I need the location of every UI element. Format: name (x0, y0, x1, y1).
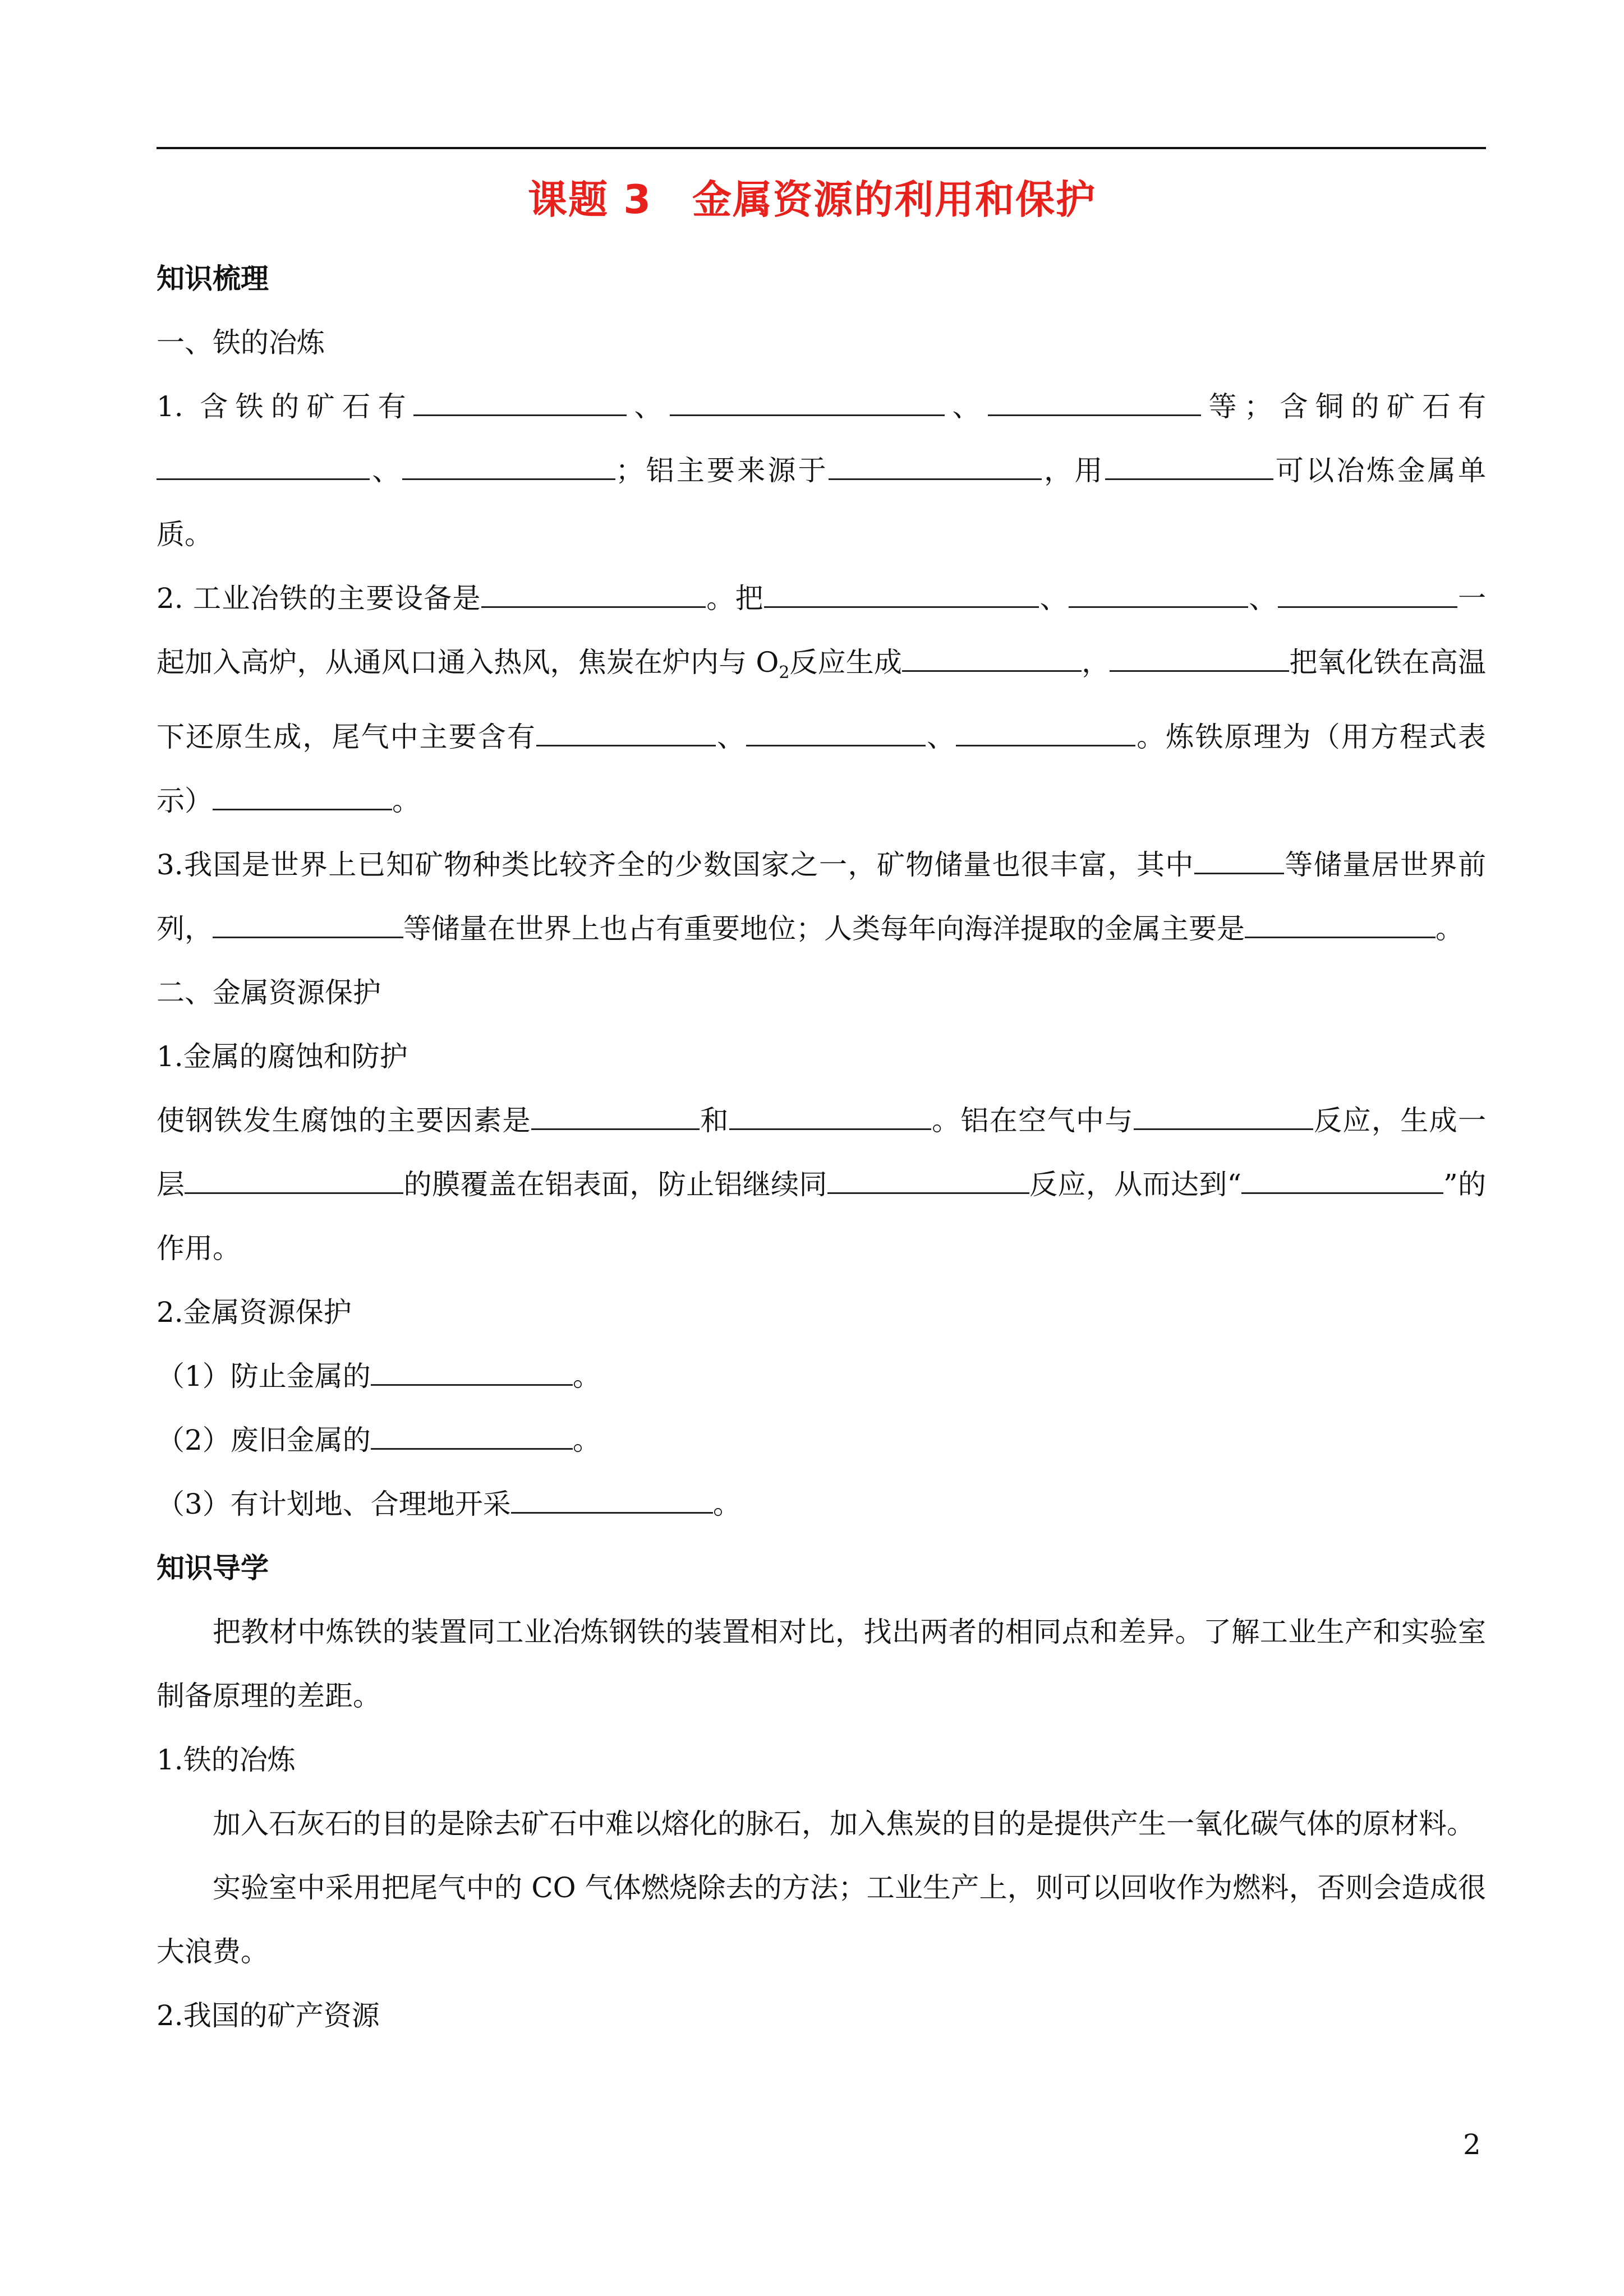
list-item: （3）有计划地、合理地开采 。 (157, 1488, 741, 1520)
answer-blank[interactable] (746, 722, 926, 746)
subsection-mineral-resources-title: 2.我国的矿产资源 (157, 1999, 380, 2032)
list-item: （2）废旧金属的 。 (157, 1424, 601, 1456)
answer-blank[interactable] (413, 392, 627, 416)
page-content (157, 247, 1486, 2048)
answer-blank[interactable] (371, 1426, 573, 1450)
iron-smelting-paragraph-1: 加入石灰石的目的是除去矿石中难以熔化的脉石，加入焦炭的目的是提供产生一氧化碳气体的原材料。 (213, 1808, 1475, 1840)
answer-blank[interactable] (902, 648, 1082, 672)
answer-blank[interactable] (511, 1490, 713, 1514)
subsection-iron-smelting-title: 1.铁的冶炼 (157, 1744, 296, 1776)
question-1: 1. 含铁的矿石有 、 、 等；含铜的矿石有、 ；铝主要来源于 ，用 可以冶炼金属单质。 (157, 390, 1487, 551)
answer-blank[interactable] (1134, 1106, 1313, 1130)
answer-blank[interactable] (1069, 584, 1248, 608)
answer-blank[interactable] (481, 584, 706, 608)
answer-blank[interactable] (1241, 1170, 1443, 1194)
answer-blank[interactable] (988, 392, 1201, 416)
page-title: 课题 3 金属资源的利用和保护 (527, 177, 1097, 223)
question-2: 2. 工业冶铁的主要设备是 。把 、 、 一起加入高炉，从通风口通入热风，焦炭在炉内与 $O_2$反应生成 ， 把氧化铁在高温下还原生成，尾气中主要含有 、 、 。炼铁原理为（用方程式表示） 。 (157, 582, 1487, 817)
answer-blank[interactable] (956, 722, 1135, 746)
question-3: 3.我国是世界上已知矿物种类比较齐全的少数国家之一，矿物储量也很丰富，其中 等储量居世界前列， 等储量在世界上也占有重要地位；人类每年向海洋提取的金属主要是 。 (157, 849, 1486, 945)
iron-smelting-paragraph-2: 实验室中采用把尾气中的 CO 气体燃烧除去的方法；工业生产上，则可以回收作为燃料，否则会造成很大浪费。 (157, 1871, 1486, 1968)
list-item: （1）防止金属的 。 (157, 1360, 601, 1393)
answer-blank[interactable] (536, 722, 716, 746)
section-heading-knowledge-guide: 知识导学 (157, 1552, 269, 1584)
answer-blank[interactable] (1194, 850, 1284, 874)
answer-blank[interactable] (371, 1362, 573, 1386)
answer-blank[interactable] (1245, 914, 1436, 938)
corrosion-paragraph: 使钢铁发生腐蚀的主要因素是 和 。铝在空气中与 反应，生成一层 的膜覆盖在铝表面，防止铝继续同 反应，从而达到“ ”的作用。 (157, 1104, 1487, 1265)
answer-blank[interactable] (402, 456, 615, 480)
answer-blank[interactable] (670, 392, 945, 416)
part1-title: 一、铁的冶炼 (157, 326, 325, 359)
answer-blank[interactable] (1278, 584, 1457, 608)
subsection-corrosion-title: 1.金属的腐蚀和防护 (157, 1040, 408, 1073)
header-rule (157, 147, 1486, 149)
section-heading-knowledge-review: 知识梳理 (157, 262, 269, 295)
answer-blank[interactable] (185, 1170, 403, 1194)
answer-blank[interactable] (1105, 456, 1273, 480)
answer-blank[interactable] (827, 1170, 1029, 1194)
answer-blank[interactable] (764, 584, 1039, 608)
answer-blank[interactable] (829, 456, 1042, 480)
subsection-protection-title: 2.金属资源保护 (157, 1296, 352, 1329)
answer-blank[interactable] (213, 914, 403, 938)
page-number: 2 (1463, 2128, 1481, 2161)
answer-blank[interactable] (531, 1106, 700, 1130)
guide-intro-paragraph: 把教材中炼铁的装置同工业冶炼钢铁的装置相对比，找出两者的相同点和差异。了解工业生产和实验室制备原理的差距。 (157, 1616, 1486, 1712)
answer-blank[interactable] (729, 1106, 931, 1130)
answer-blank[interactable] (157, 456, 370, 480)
part2-title: 二、金属资源保护 (157, 976, 381, 1009)
answer-blank[interactable] (213, 786, 392, 810)
answer-blank[interactable] (1110, 648, 1289, 672)
